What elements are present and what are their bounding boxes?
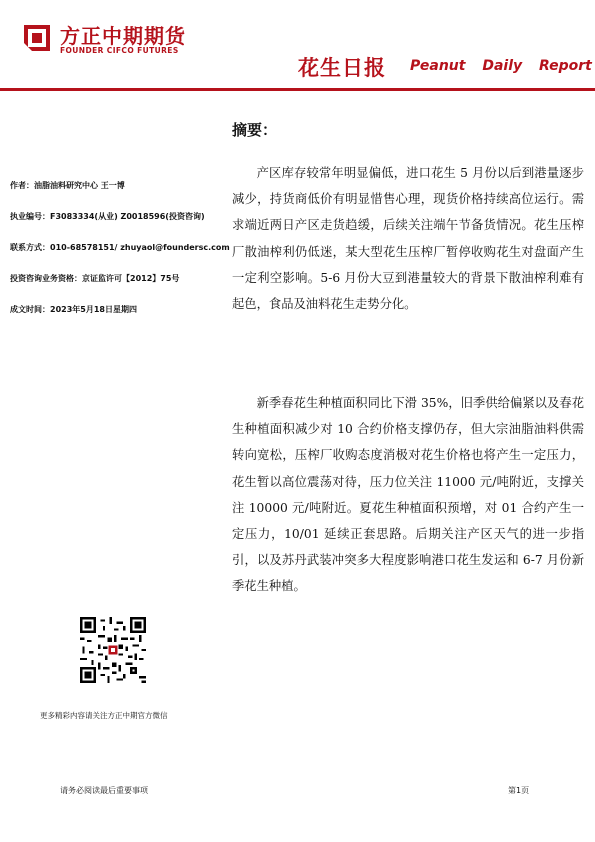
- page-number: 第1页: [508, 786, 530, 795]
- footer-disclaimer: 请务必阅读最后重要事项: [60, 786, 148, 795]
- author-line: [10, 180, 125, 191]
- contact-value: 010-68578151/ zhuyaol@foundersc.com: [50, 243, 230, 252]
- contact-label: 联系方式：: [10, 243, 50, 252]
- date-line: [10, 304, 137, 315]
- paragraph-text: 产区库存较常年明显偏低，进口花生 5 月份以后到港量逐步减少，持货商低价有明显惜售心理，现货价格持续高位运行。需求端近两日产区走货趋缓，后续关注端午节备货情况。花生压榨厂散油榨利仍低迷，某大型花生压榨厂暂停收购花生对盘面产生一定利空影响。5-6 月份大豆到港量较大的背景下散油榨利难有起色，食品及油料花生走势分化。: [232, 166, 584, 312]
- qualification-label: 投资咨询业务资格：: [10, 274, 82, 283]
- abstract-paragraph-2: [232, 390, 584, 600]
- company-logo-icon: [22, 23, 52, 53]
- report-title-cn: 花生日报: [298, 56, 386, 80]
- header-divider: [0, 88, 595, 91]
- contact-line: [10, 242, 230, 253]
- license-line: [10, 211, 205, 222]
- report-title-en: Peanut Daily Report: [410, 58, 592, 74]
- author-label: 作者：: [10, 181, 34, 190]
- qr-caption: 更多精彩内容请关注方正中期官方微信: [40, 711, 168, 720]
- date-value: 2023年5月18日星期四: [50, 305, 137, 314]
- abstract-title: 摘要：: [232, 121, 278, 139]
- qualification-value: 京证监许可【2012】75号: [82, 274, 180, 283]
- company-name-en: FOUNDER CIFCO FUTURES: [60, 46, 179, 55]
- date-label: 成文时间：: [10, 305, 50, 314]
- qualification-line: [10, 273, 179, 284]
- license-value: F3083334(从业) Z0018596(投资咨询): [50, 212, 205, 221]
- author-value: 油脂油料研究中心 王一博: [34, 181, 125, 190]
- paragraph-text: 新季春花生种植面积同比下滑 35%，旧季供给偏紧以及春花生种植面积减少对 10 合约价格支撑仍存，但大宗油脂油料供需转向宽松，压榨厂收购态度消极对花生价格也将产生一定压力，花生暂以高位震荡对待，压力位关注 11000 元/吨附近，支撑关注 10000 元/吨附近。夏花生种植面积预增，对 01 合约产生一定压力，10/01 延续正套思路。后期关注产区天气的进一步指引，以及苏丹武装冲突多大程度影响港口花生发运和 6-7 月份新季花生种植。: [232, 396, 584, 594]
- license-label: 执业编号：: [10, 212, 50, 221]
- wechat-qr-code-icon: [80, 617, 146, 683]
- company-name-cn: 方正中期期货: [60, 24, 186, 48]
- abstract-paragraph-1: [232, 160, 584, 317]
